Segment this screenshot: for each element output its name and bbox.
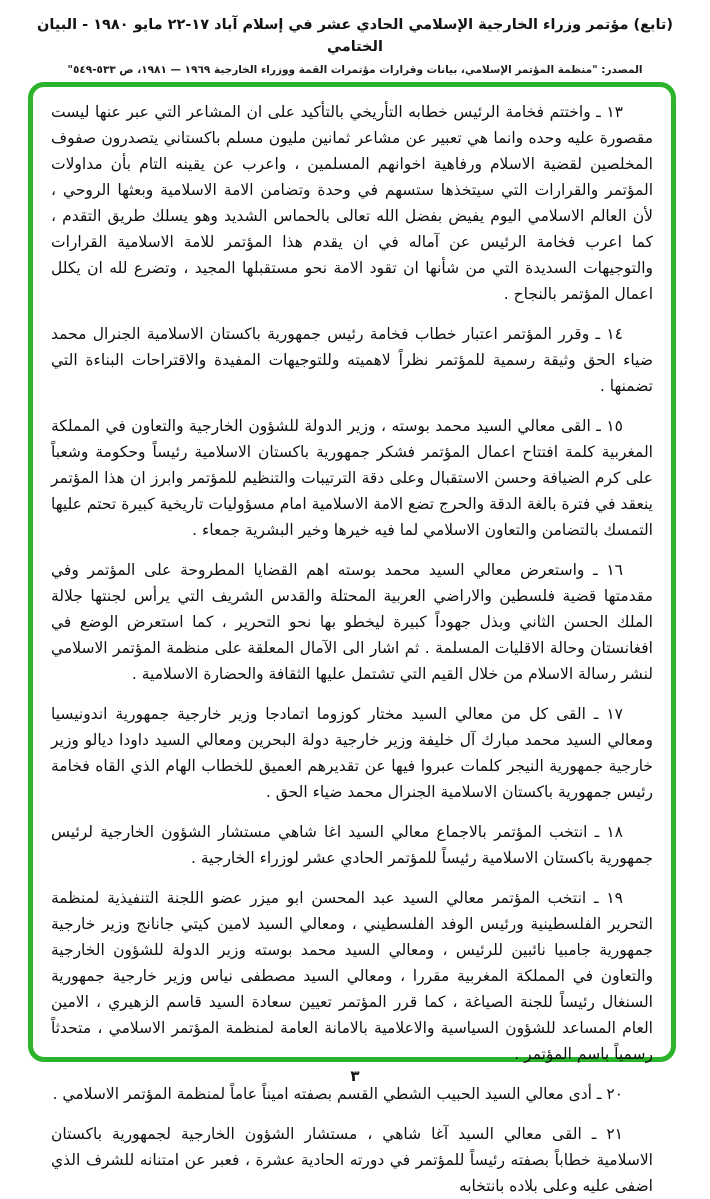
highlighted-text-box [28,82,676,1195]
body-paragraph: ١٣ ـ واختتم فخامة الرئيس خطابه التأريخي بالتأكيد على ان المشاعر التي عبر عنها ليست مقصورة عليه وحده وانما هي تعبير عن مشاعر ثمانين مليون مسلم باكستاني يتصدرون صفوف المخلصين لقضية الاسلام ورفاهية اخوانهم المسلمين ، واعرب عن يقينه التام بأن مداولات المؤتمر والقرارات التي سيتخذها ستسهم في وحدة وتضامن الامة الاسلامية وبعثها الروحي ، لأن العالم الاسلامي اليوم يفيض بفضل الله تعالى بالحماس الشديد وهو يسلك طريق التقدم ، كما اعرب فخامة الرئيس عن آماله في ان يقدم هذا المؤتمر للامة الاسلامية القرارات والتوجيهات السديدة التي من شأنها ان تقود الامة نحو مستقبلها المجيد ، وتضرع لله ان يكلل اعمال المؤتمر بالنجاح . [51,103,653,303]
body-paragraph: ١٤ ـ وقرر المؤتمر اعتبار خطاب فخامة رئيس جمهورية باكستان الاسلامية الجنرال محمد ضياء الحق وثيقة رسمية للمؤتمر نظراً لاهميته وللتوجيهات المفيدة والاقتراحات البناءة التي تضمنها . [51,325,653,395]
document-source-line: المصدر: "منظمة المؤتمر الإسلامي، بيانات وقرارات مؤتمرات القمة ووزراء الخارجية ١٩٦٩ — ١٩٨١، ص ٥٣٣-٥٤٩" [67,64,643,76]
document-header [0,14,710,78]
body-paragraph: ٢١ ـ القى معالي السيد آغا شاهي ، مستشار الشؤون الخارجية لجمهورية باكستان الاسلامية خطاباً بصفته رئيساً للمؤتمر في دورته الحادية عشرة ، فعبر عن امتنانه للشرف الذي اضفى عليه وعلى بلاده بانتخابه [51,1125,653,1195]
page-number: ٣ [350,1067,360,1085]
body-paragraph: ١٦ ـ واستعرض معالي السيد محمد بوسته اهم القضايا المطروحة على المؤتمر وفي مقدمتها قضية فلسطين والاراضي العربية المحتلة والقدس الشريف التي يرأس لجنتها جلالة الملك الحسن الثاني وبذل جهوداً كبيرة ليخطو بها نحو التحرير ، كما استعرض الوضع في افغانستان وحالة الاقليات المسلمة . ثم اشار الى الآمال المعلقة على منظمة المؤتمر الاسلامي لنشر رسالة الاسلام من خلال القيم التي تشتمل عليها الثقافة والحضارة الاسلامية . [51,561,653,683]
body-paragraph: ١٧ ـ القى كل من معالي السيد مختار كوزوما اتمادجا وزير خارجية جمهورية اندونيسيا ومعالي السيد محمد مبارك آل خليفة وزير خارجية دولة البحرين ومعالي السيد داودا ديالو وزير خارجية جمهورية النيجر كلمات عبروا فيها عن تقديرهم العميق للخطاب الهام الذي القاه فخامة رئيس جمهورية باكستان الاسلامية الجنرال محمد ضياء الحق . [51,705,653,801]
page-footer [0,1066,710,1085]
paragraph-list [51,99,653,1199]
body-paragraph: ١٥ ـ القى معالي السيد محمد بوسته ، وزير الدولة للشؤون الخارجية والتعاون في المملكة المغربية كلمة افتتاح اعمال المؤتمر فشكر جمهورية باكستان الاسلامية رئيساً وحكومة وشعباً على كرم الضيافة وحسن الاستقبال وعلى دقة الترتيبات والتنظيم للمؤتمر وابرز ان هذا المؤتمر ينعقد في فترة بالغة الدقة والحرج تضع الامة الاسلامية امام مسؤوليات تاريخية كبيرة تحتم عليها التمسك بالتضامن والتعاون الاسلامي لما فيه خيرها وخير البشرية جمعاء . [51,417,653,539]
body-paragraph: ١٩ ـ انتخب المؤتمر معالي السيد عبد المحسن ابو ميزر عضو اللجنة التنفيذية لمنظمة التحرير الفلسطينية ورئيس الوفد الفلسطيني ، ومعالي السيد لامين كيتي جانانج وزير خارجية جمهورية جامبيا نائبين للرئيس ، ومعالي السيد محمد بوسته وزير الدولة للشؤون الخارجية والتعاون في المملكة المغربية مقررا ، ومعالي السيد مصطفى نياس وزير خارجية جمهورية السنغال رئيساً للجنة الصياغة ، كما قرر المؤتمر تعيين سعادة السيد قاسم الزهيري ، الامين العام المساعد للشؤون السياسية والاعلامية بالامانة العامة لمنظمة المؤتمر الاسلامي ، متحدثاً رسمياً باسم المؤتمر . [51,889,653,1063]
body-paragraph: ٢٠ ـ أدى معالي السيد الحبيب الشطي القسم بصفته اميناً عاماً لمنظمة المؤتمر الاسلامي . [52,1085,623,1103]
document-title: (تابع) مؤتمر وزراء الخارجية الإسلامي الحادي عشر في إسلام آباد ١٧-٢٢ مايو ١٩٨٠ - البيان الختامي [37,17,673,55]
body-paragraph: ١٨ ـ انتخب المؤتمر بالاجماع معالي السيد اغا شاهي مستشار الشؤون الخارجية لرئيس جمهورية باكستان الاسلامية رئيساً للمؤتمر الحادي عشر لوزراء الخارجية . [51,823,653,867]
